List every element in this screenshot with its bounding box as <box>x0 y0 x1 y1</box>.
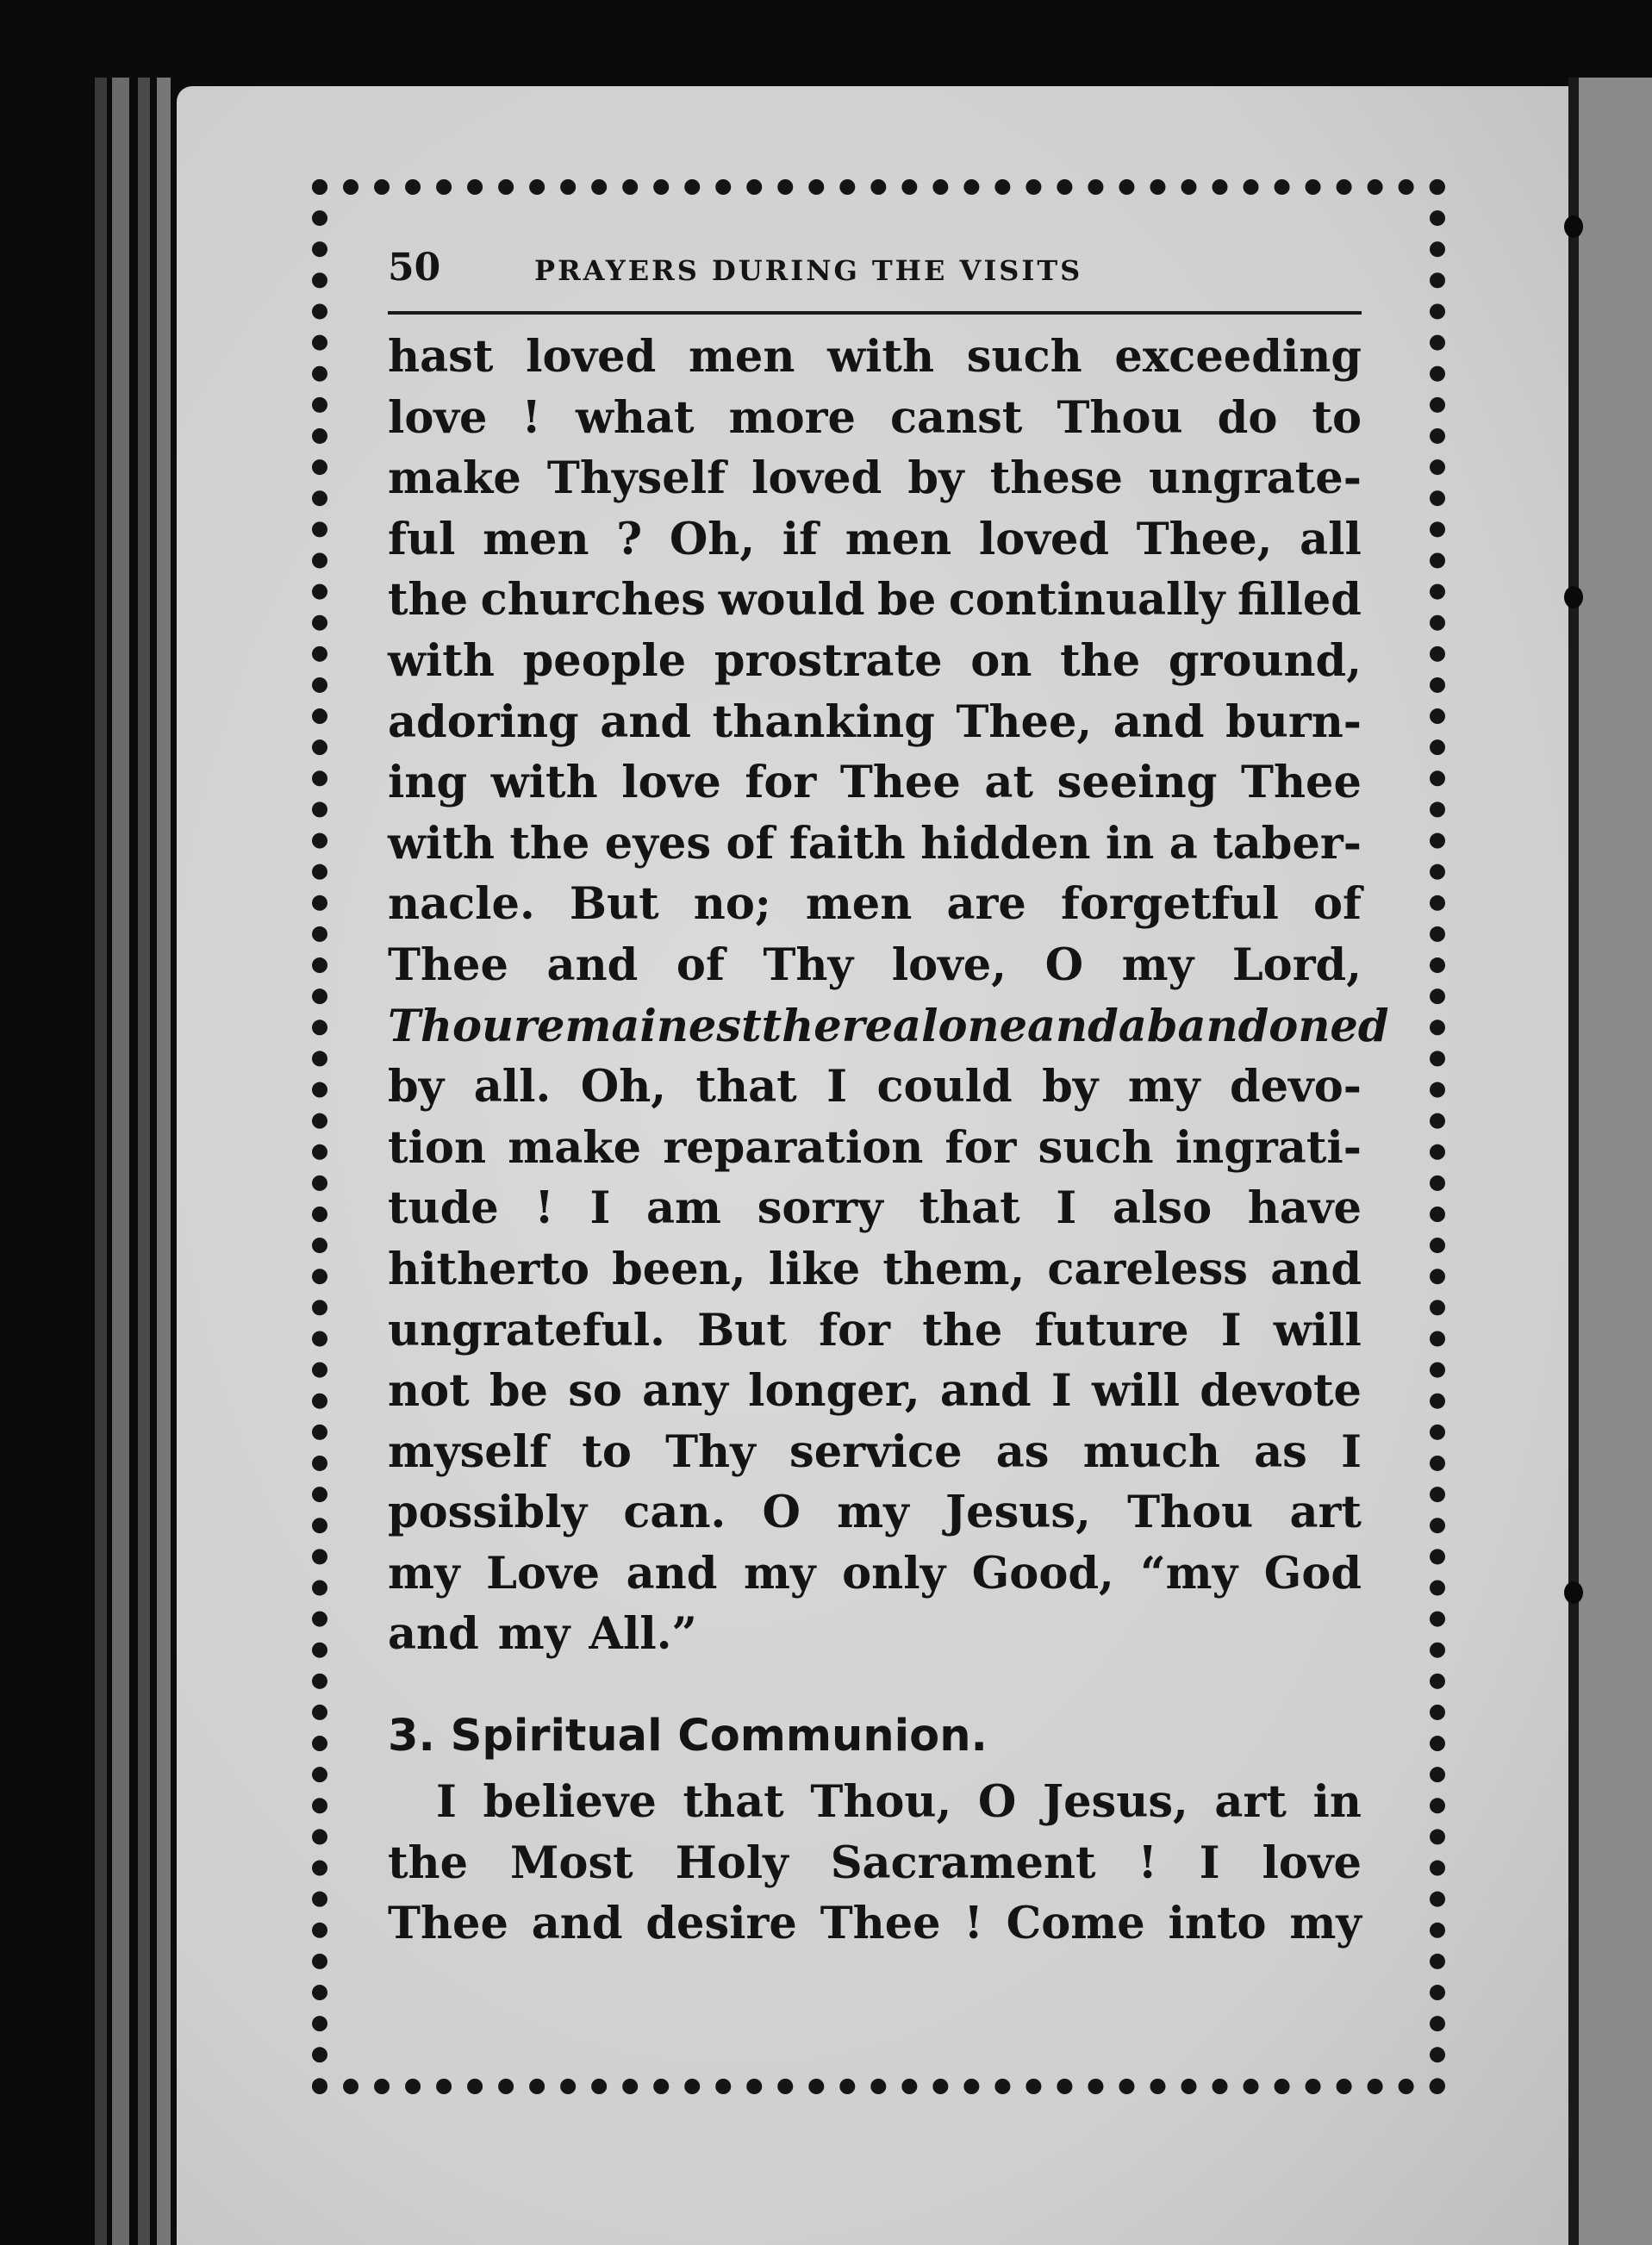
text-line: ungrateful. But for the future I will <box>388 1304 1362 1356</box>
text-line: love ! what more canst Thou do to <box>388 391 1362 444</box>
text-line: possibly can. O my Jesus, Thou art <box>388 1487 1362 1539</box>
running-title: PRAYERS DURING THE VISITS <box>534 254 1083 287</box>
text-line: Thee and desire Thee ! Come into my <box>388 1898 1362 1950</box>
book-binding <box>1568 78 1579 2245</box>
header-rule <box>388 311 1362 315</box>
text-line: not be so any longer, and I will devote <box>388 1365 1362 1418</box>
text-line-italic: Thou remainest there alone and abandoned <box>388 1000 1389 1052</box>
text-line: make Thyself loved by these ungrate- <box>388 452 1362 505</box>
section-text <box>388 1772 1362 1955</box>
body-text <box>388 327 1389 1665</box>
text-line: ful men ? Oh, if men loved Thee, all <box>388 513 1362 565</box>
page-content <box>388 246 1389 1955</box>
text-line: tion make reparation for such ingrati- <box>388 1121 1362 1174</box>
text-line: ing with love for Thee at seeing Thee <box>388 757 1362 809</box>
text-line: Thee and of Thy love, O my Lord, <box>388 939 1362 991</box>
text-line: with the eyes of faith hidden in a taber- <box>388 817 1362 870</box>
text-line: adoring and thanking Thee, and burn- <box>388 695 1362 748</box>
section-heading: 3. Spiritual Communion. <box>388 1711 988 1762</box>
text-line: and my All.” <box>388 1608 697 1661</box>
book-edge <box>138 78 150 2245</box>
binding-stitch <box>1564 586 1583 608</box>
text-line: the churches would be continually filled <box>388 574 1362 627</box>
text-line: with people prostrate on the ground, <box>388 634 1362 687</box>
text-line: myself to Thy service as much as I <box>388 1425 1362 1478</box>
page-gutter <box>1579 78 1652 2245</box>
text-line: hast loved men with such exceeding <box>388 331 1362 383</box>
page-number: 50 <box>388 246 441 290</box>
text-line: the Most Holy Sacrament ! I love <box>388 1837 1362 1889</box>
book-edge <box>95 78 107 2245</box>
text-line: I believe that Thou, O Jesus, art in <box>436 1776 1362 1829</box>
book-edge <box>112 78 129 2245</box>
page-header <box>388 246 1362 306</box>
text-line: my Love and my only Good, “my God <box>388 1547 1362 1600</box>
text-line: nacle. But no; men are forgetful of <box>388 878 1362 931</box>
text-line: by all. Oh, that I could by my devo- <box>388 1061 1362 1113</box>
text-line: tude ! I am sorry that I also have <box>388 1182 1362 1235</box>
binding-stitch <box>1564 1581 1583 1604</box>
text-line: hitherto been, like them, careless and <box>388 1243 1362 1295</box>
book-edge <box>157 78 171 2245</box>
binding-stitch <box>1564 215 1583 238</box>
